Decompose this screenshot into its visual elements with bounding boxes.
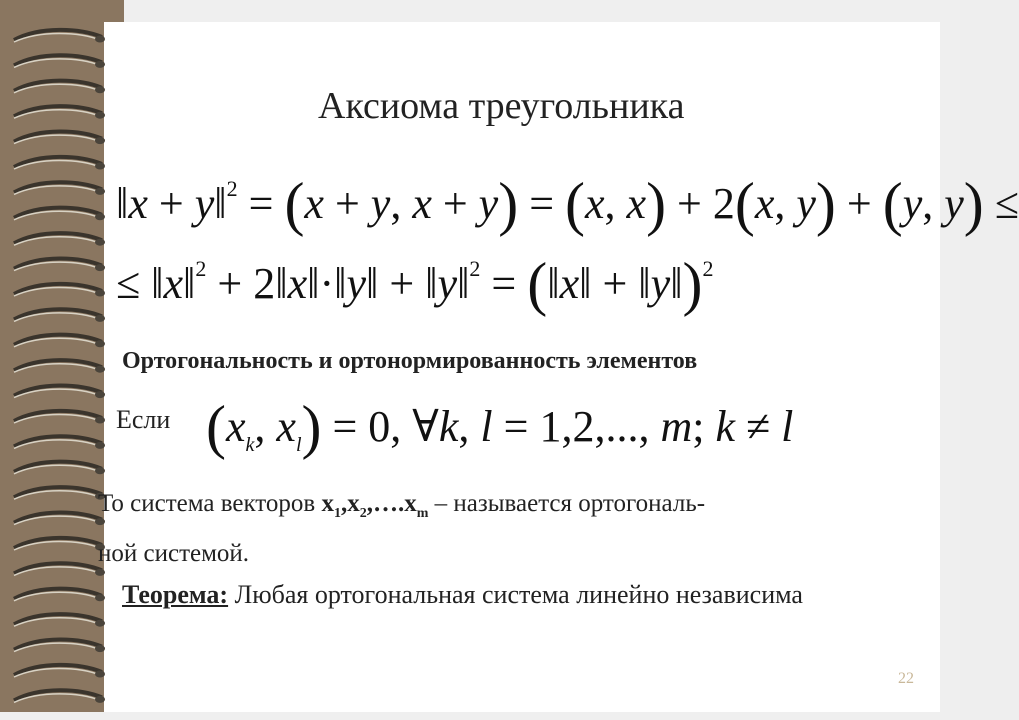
spiral-ring: [14, 690, 105, 703]
spiral-ring: [14, 589, 105, 602]
orthogonality-condition: ($x_k$, $x_l) = 0$, ∀k, l = 1,2,..., m; k ≠ l: [206, 394, 794, 460]
spiral-ring: [14, 30, 105, 43]
equation-line-1: ‖x + y‖$^2$ = (x + y, x + y) = (x, x) + 2(x, y) + (y, y) ≤: [116, 171, 1019, 237]
spiral-ring: [14, 157, 105, 170]
spiral-ring: [14, 487, 105, 500]
theorem-block: [122, 578, 842, 612]
paragraph-prefix: То система векторов: [98, 490, 322, 517]
theorem-text: Любая ортогональная система линейно независима: [228, 580, 803, 609]
equation-line-2: ≤ ‖x‖$^2$ + 2‖x‖·‖y‖ + ‖y‖$^2$ = (‖x‖ + ‖y‖)$^2$: [116, 251, 714, 317]
section-heading: Ортогональность и ортонормированность элементов: [122, 348, 698, 374]
definition-paragraph: [98, 484, 898, 574]
spiral-ring: [14, 309, 105, 322]
spiral-ring: [14, 81, 105, 94]
spiral-ring: [14, 665, 105, 678]
spiral-ring: [14, 182, 105, 195]
spiral-ring: [14, 106, 105, 119]
spiral-ring: [14, 208, 105, 221]
spiral-ring: [14, 55, 105, 68]
vector-list: $x_1,x_2,\dots.x_m$: [321, 490, 429, 521]
if-label: Если: [116, 405, 171, 434]
spiral-ring: [14, 538, 105, 551]
spiral-ring: [14, 411, 105, 424]
slide-title: Аксиома треугольника: [318, 85, 685, 127]
spiral-ring: [14, 385, 105, 398]
spiral-ring: [14, 233, 105, 246]
spiral-ring: [14, 462, 105, 475]
spiral-binding-icon: [0, 0, 130, 712]
spiral-ring: [14, 284, 105, 297]
theorem-label: Теорема:: [122, 580, 229, 609]
spiral-ring: [14, 258, 105, 271]
spiral-ring: [14, 436, 105, 449]
paragraph-line-2: ной системой.: [98, 540, 250, 567]
paragraph-suffix: – называется ортогональ-: [428, 490, 706, 517]
spiral-ring: [14, 131, 105, 144]
spiral-ring: [14, 614, 105, 627]
spiral-ring: [14, 639, 105, 652]
spiral-ring: [14, 335, 105, 348]
spiral-ring: [14, 563, 105, 576]
spiral-ring: [14, 360, 105, 373]
spiral-ring: [14, 512, 105, 525]
page-number: 22: [898, 670, 914, 687]
